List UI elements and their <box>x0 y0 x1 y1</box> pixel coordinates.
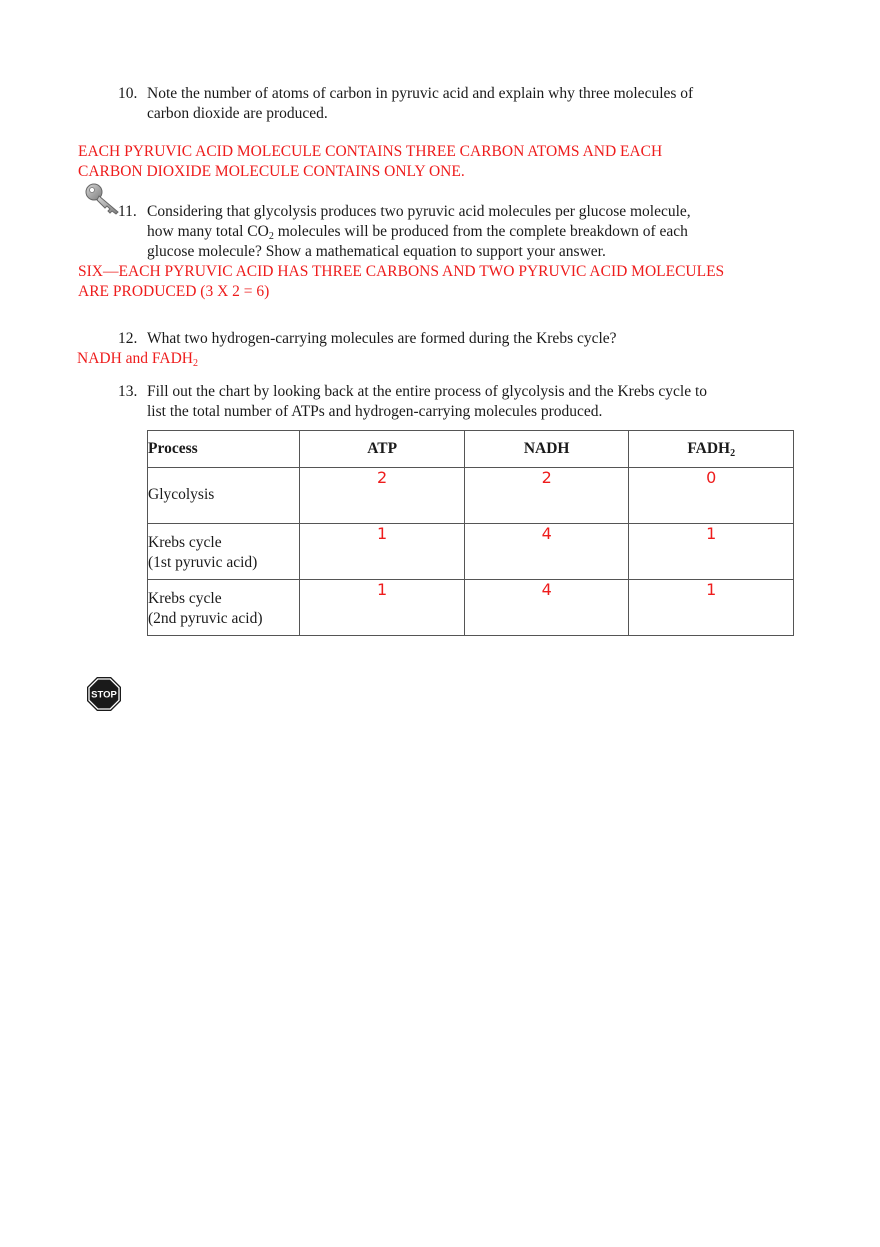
question-text-line: carbon dioxide are produced. <box>147 105 328 122</box>
answer-12: NADH and $FADH_2$ <box>77 350 198 369</box>
question-number: 12. <box>118 330 138 347</box>
nadh-cell: 4 <box>464 580 629 636</box>
row-label: Krebs cycle (1st pyruvic acid) <box>148 524 300 580</box>
question-text-line: Considering that glycolysis produces two pyruvic acid molecules per glucose molecule, <box>147 203 691 220</box>
key-icon <box>85 183 121 215</box>
table-row <box>148 580 794 636</box>
stop-sign-text: STOP <box>91 689 117 701</box>
header-nadh: NADH <box>464 431 629 468</box>
table-row <box>148 524 794 580</box>
table-row <box>148 468 794 524</box>
nadh-cell: 2 <box>464 468 629 524</box>
answer-10-line: CARBON DIOXIDE MOLECULE CONTAINS ONLY ONE. <box>78 163 465 180</box>
question-number: 13. <box>118 383 138 400</box>
atp-chart-table <box>147 430 794 636</box>
answer-11-line: ARE PRODUCED (3 X 2 = 6) <box>78 283 270 300</box>
question-13 <box>118 382 798 422</box>
fadh2-cell: 1 <box>629 524 794 580</box>
question-text-line: glucose molecule? Show a mathematical equation to support your answer. <box>147 243 606 260</box>
question-12 <box>118 329 798 349</box>
question-number: 11. <box>118 203 137 220</box>
atp-cell: 2 <box>300 468 465 524</box>
row-label: Glycolysis <box>148 468 300 524</box>
nadh-cell: 4 <box>464 524 629 580</box>
question-text-line: how many total $CO_2$ molecules will be produced from the complete breakdown of each <box>147 223 688 242</box>
question-text-line: Note the number of atoms of carbon in pyruvic acid and explain why three molecules of <box>147 85 694 102</box>
row-label: Krebs cycle (2nd pyruvic acid) <box>148 580 300 636</box>
question-10 <box>118 84 798 124</box>
atp-cell: 1 <box>300 524 465 580</box>
header-atp: ATP <box>300 431 465 468</box>
question-text-line: What two hydrogen-carrying molecules are formed during the Krebs cycle? <box>147 330 617 347</box>
question-text-line: list the total number of ATPs and hydrogen-carrying molecules produced. <box>147 403 603 420</box>
table-header-row <box>148 431 794 468</box>
header-fadh2: $FADH_2$ <box>629 431 794 468</box>
header-process: Process <box>148 431 300 468</box>
question-number: 10. <box>118 85 138 102</box>
answer-10-line: EACH PYRUVIC ACID MOLECULE CONTAINS THREE CARBON ATOMS AND EACH <box>78 143 663 160</box>
fadh2-cell: 1 <box>629 580 794 636</box>
fadh2-cell: 0 <box>629 468 794 524</box>
question-11 <box>118 202 798 262</box>
question-text-line: Fill out the chart by looking back at the entire process of glycolysis and the Krebs cycle to <box>147 383 708 400</box>
stop-sign-icon <box>86 676 122 712</box>
atp-cell: 1 <box>300 580 465 636</box>
answer-11-line: SIX—EACH PYRUVIC ACID HAS THREE CARBONS AND TWO PYRUVIC ACID MOLECULES <box>78 263 725 280</box>
